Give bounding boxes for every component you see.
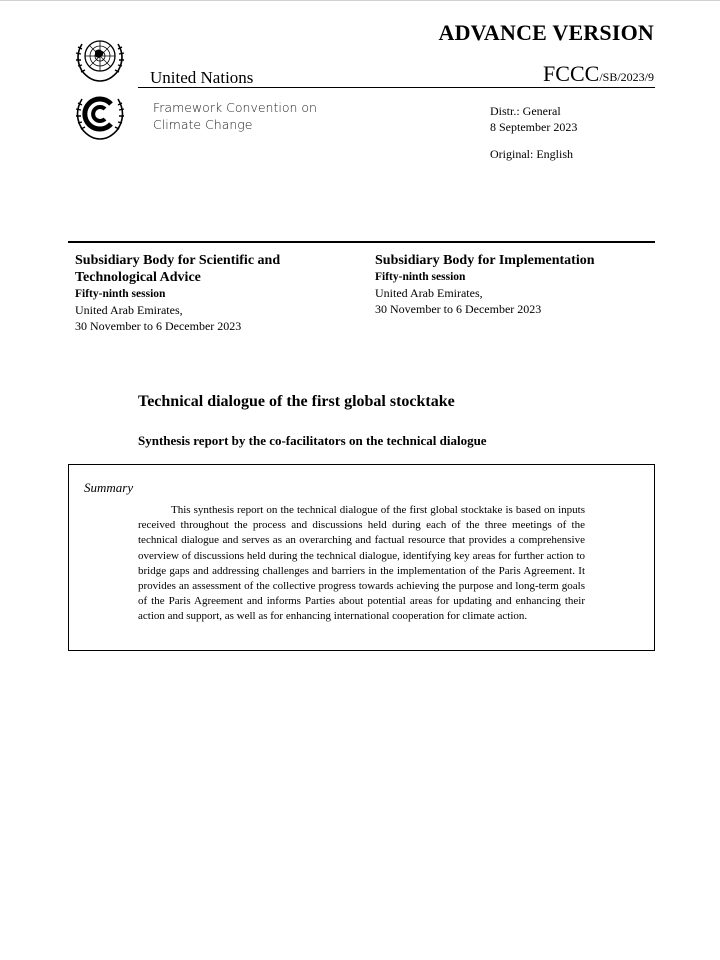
sbsta-location: United Arab Emirates, bbox=[75, 303, 183, 317]
convention-name-line2: Climate Change bbox=[153, 117, 253, 132]
sbsta-block bbox=[75, 252, 280, 334]
page-top-edge bbox=[0, 0, 720, 1]
sbi-block bbox=[375, 252, 595, 317]
sbsta-session: Fifty-ninth session bbox=[75, 288, 166, 300]
sbsta-name-line1: Subsidiary Body for Scientific and bbox=[75, 253, 281, 268]
original-language: Original: English bbox=[490, 147, 573, 161]
header-rule bbox=[138, 87, 655, 88]
symbol-suffix: /SB/2023/9 bbox=[599, 70, 654, 84]
document-subtitle: Synthesis report by the co-facilitators on the technical dialogue bbox=[138, 433, 487, 448]
sbsta-dates: 30 November to 6 December 2023 bbox=[75, 319, 242, 333]
un-emblem-icon bbox=[68, 31, 132, 87]
summary-text: This synthesis report on the technical dialogue of the first global stocktake is based on inputs received throughout the process and discussions held during each of the three meetings of the technical dialogue and serves as an overarching and factual resource that provides a comprehensive overview of discussions held during the technical dialogue, identifying key areas for further action to bridge gaps and addressing challenges and barriers in the implementation of the Paris Agreement. It provides an assessment of the collective progress towards achieving the purpose and long-term goals of the Paris Agreement and informs Parties about potential areas for updating and enhancing their action and support, as well as for enhancing international cooperation for climate action. bbox=[138, 504, 585, 623]
sbi-session: Fifty-ninth session bbox=[375, 271, 466, 283]
symbol-main: FCCC bbox=[543, 61, 600, 86]
sbi-name-line1: Subsidiary Body for Implementation bbox=[375, 253, 595, 268]
unfccc-logo-icon bbox=[68, 88, 132, 144]
summary-heading: Summary bbox=[84, 480, 134, 495]
bodies-rule bbox=[68, 241, 655, 243]
issue-date: 8 September 2023 bbox=[490, 120, 578, 134]
advance-version-label: ADVANCE VERSION bbox=[438, 20, 654, 45]
document-symbol bbox=[543, 61, 654, 87]
sbi-dates: 30 November to 6 December 2023 bbox=[375, 302, 542, 316]
sbi-location: United Arab Emirates, bbox=[375, 286, 483, 300]
organization-name: United Nations bbox=[150, 68, 254, 87]
distribution-block bbox=[490, 103, 577, 135]
distribution-label: Distr.: General bbox=[490, 104, 561, 118]
sbsta-name-line2: Technological Advice bbox=[75, 270, 201, 285]
document-title: Technical dialogue of the first global stocktake bbox=[138, 393, 455, 410]
convention-name-line1: Framework Convention on bbox=[153, 100, 317, 115]
